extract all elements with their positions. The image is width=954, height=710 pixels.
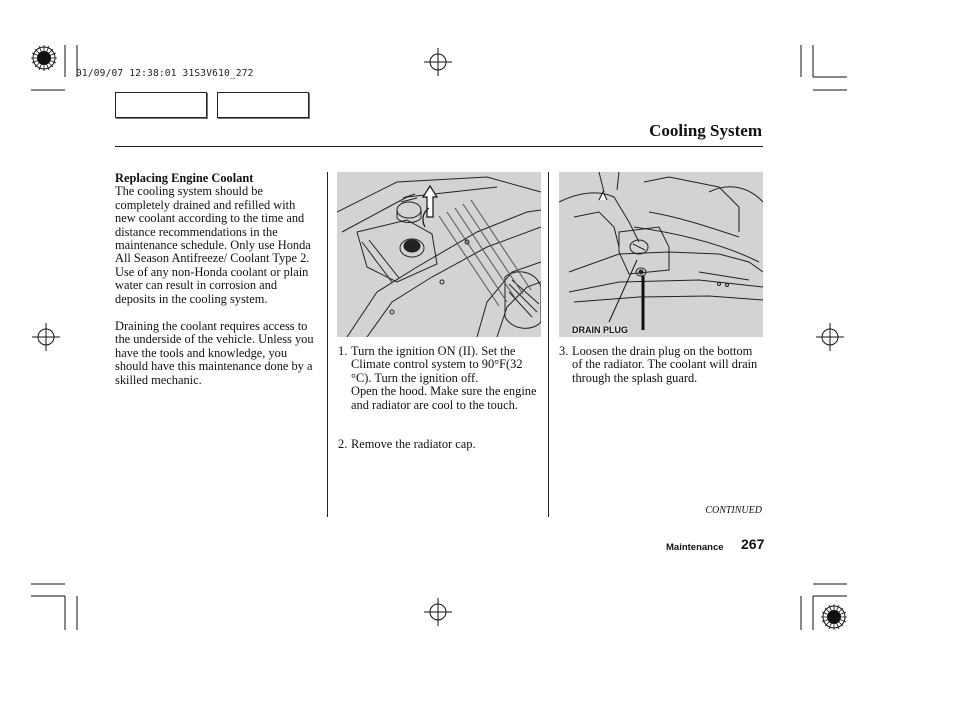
registration-starburst-bottom-right <box>821 604 847 630</box>
step-number: 1. <box>338 344 348 358</box>
radiator-cap-drawing <box>337 172 541 337</box>
print-timestamp: 01/09/07 12:38:01 31S3V610_272 <box>76 68 254 79</box>
title-divider <box>115 146 763 147</box>
step-number: 3. <box>559 344 569 358</box>
continued-note: CONTINUED <box>705 505 762 516</box>
drain-plug-label: DRAIN PLUG <box>572 325 628 335</box>
coolant-intro-column <box>115 172 319 401</box>
footer-section-name: Maintenance <box>666 542 724 553</box>
drain-plug-illustration <box>559 172 763 337</box>
column-divider-2 <box>548 172 549 517</box>
section-tab-1[interactable] <box>115 92 207 118</box>
step-number: 2. <box>338 437 348 451</box>
step-text-continued: Open the hood. Make sure the engine and radiator are cool to the touch. <box>351 384 537 412</box>
step-3 <box>559 345 763 385</box>
step-text: Loosen the drain plug on the bottom of the radiator. The coolant will drain through the splash guard. <box>572 344 758 385</box>
section-tab-2[interactable] <box>217 92 309 118</box>
step-1 <box>338 345 542 412</box>
page-title: Cooling System <box>649 121 762 140</box>
drain-plug-drawing <box>559 172 763 337</box>
step-2 <box>338 438 542 451</box>
section-heading: Replacing Engine Coolant <box>115 171 254 185</box>
registration-starburst-top-left <box>31 45 57 71</box>
step-text: Remove the radiator cap. <box>351 437 476 451</box>
page-number: 267 <box>741 536 765 552</box>
column-divider-1 <box>327 172 328 517</box>
intro-paragraph: The cooling system should be completely drained and refilled with new coolant according to the time and distance recommendations in the maintenance schedule. Only use Honda All Season Antifreeze/ Coolant Type 2. Use of any non-Honda coolant or plain water can result in corrosion and deposits in the cooling system. <box>115 184 311 306</box>
access-paragraph: Draining the coolant requires access to the underside of the vehicle. Unless you have the tools and knowledge, you should have this maintenance done by a skilled mechanic. <box>115 319 314 387</box>
radiator-cap-illustration <box>337 172 541 337</box>
step-text: Turn the ignition ON (II). Set the Climate control system to 90°F(32 °C). Turn the ignition off. <box>351 344 523 385</box>
